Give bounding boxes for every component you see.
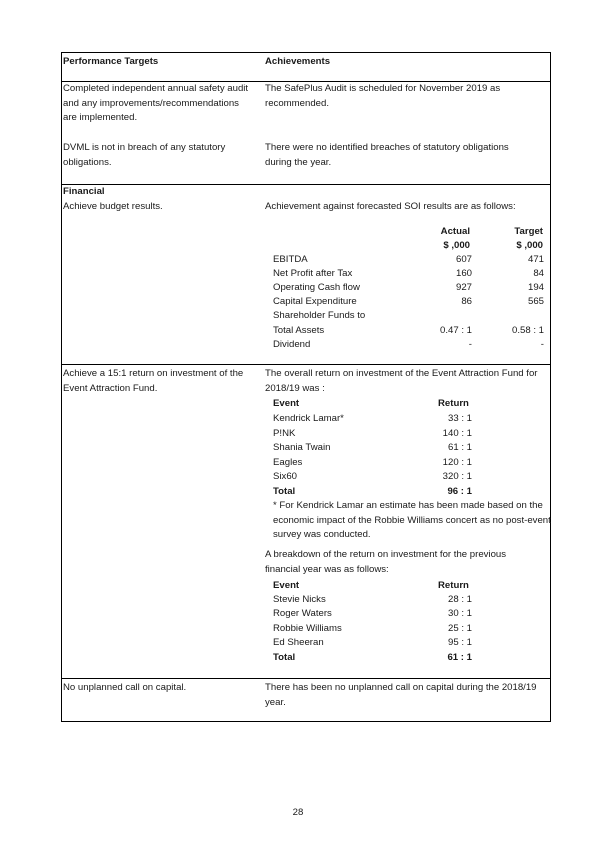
prev-event: Roger Waters <box>273 608 332 619</box>
soi-row-target: 84 <box>533 268 544 279</box>
roi-divider <box>61 364 551 365</box>
soi-row-actual: - <box>468 339 472 350</box>
prev-col-event: Event <box>273 580 300 591</box>
prev-total-label: Total <box>273 652 296 663</box>
soi-row-label: Dividend <box>273 339 311 350</box>
soi-row-actual: 160 <box>455 268 472 279</box>
roi-return: 61 : 1 <box>447 442 472 453</box>
soi-row-actual: 86 <box>461 296 472 307</box>
budget-target: Achieve budget results. <box>63 201 163 212</box>
roi-col-event: Event <box>273 398 300 409</box>
roi-total-label: Total <box>273 486 296 497</box>
soi-row-target: 471 <box>527 254 544 265</box>
capital-divider <box>61 678 551 679</box>
financial-divider <box>61 184 551 185</box>
header-performance-targets: Performance Targets <box>63 56 159 67</box>
col-target-unit: $ ,000 <box>516 240 543 251</box>
prev-total-value: 61 : 1 <box>447 652 472 663</box>
soi-row-target: 0.58 : 1 <box>511 325 544 336</box>
roi-event: Six60 <box>273 471 297 482</box>
roi-return: 120 : 1 <box>442 457 472 468</box>
soi-row-target: 194 <box>527 282 544 293</box>
roi-return: 33 : 1 <box>447 413 472 424</box>
soi-row-label: Operating Cash flow <box>273 282 360 293</box>
soi-intro: Achievement against forecasted SOI results are as follows: <box>265 201 516 212</box>
financial-heading: Financial <box>63 186 105 197</box>
soi-row-label: EBITDA <box>273 254 308 265</box>
prev-col-return: Return <box>438 580 469 591</box>
soi-row-label: Capital Expenditure <box>273 296 357 307</box>
roi-event: Kendrick Lamar* <box>273 413 344 424</box>
prev-return: 25 : 1 <box>447 623 472 634</box>
roi-col-return: Return <box>438 398 469 409</box>
prev-return: 95 : 1 <box>447 637 472 648</box>
roi-return: 140 : 1 <box>442 428 472 439</box>
roi-total-value: 96 : 1 <box>447 486 472 497</box>
soi-row-target: 565 <box>527 296 544 307</box>
statutory-target: DVML is not in breach of any statutory obligations. <box>63 142 226 168</box>
soi-row-label: Shareholder Funds to <box>273 310 366 321</box>
page-number: 28 <box>292 807 304 818</box>
soi-row-label: Total Assets <box>273 325 325 336</box>
capital-target: No unplanned call on capital. <box>63 682 187 693</box>
soi-row-actual: 927 <box>455 282 472 293</box>
prev-return: 28 : 1 <box>447 594 472 605</box>
soi-row-target: - <box>540 339 544 350</box>
statutory-achievement: There were no identified breaches of statutory obligations during the year. <box>265 142 509 168</box>
safety-audit-achievement: The SafePlus Audit is scheduled for November 2019 as recommended. <box>265 83 501 109</box>
roi-event: Eagles <box>273 457 303 468</box>
prev-roi-intro: A breakdown of the return on investment for the previous financial year was as follows: <box>265 549 507 575</box>
capital-achievement: There has been no unplanned call on capital during the 2018/19 year. <box>265 682 537 708</box>
prev-event: Robbie Williams <box>273 623 342 634</box>
roi-target: Achieve a 15:1 return on investment of the Event Attraction Fund. <box>63 368 244 394</box>
roi-intro: The overall return on investment of the Event Attraction Fund for 2018/19 was : <box>265 368 538 394</box>
roi-event: Shania Twain <box>273 442 331 453</box>
col-actual-unit: $ ,000 <box>443 240 470 251</box>
roi-event: P!NK <box>273 428 296 439</box>
col-actual: Actual <box>440 226 470 237</box>
roi-return: 320 : 1 <box>442 471 472 482</box>
header-achievements: Achievements <box>265 56 331 67</box>
soi-row-actual: 0.47 : 1 <box>439 325 472 336</box>
col-target: Target <box>514 226 543 237</box>
prev-event: Stevie Nicks <box>273 594 326 605</box>
prev-event: Ed Sheeran <box>273 637 324 648</box>
soi-row-actual: 607 <box>455 254 472 265</box>
soi-row-label: Net Profit after Tax <box>273 268 353 279</box>
prev-return: 30 : 1 <box>447 608 472 619</box>
safety-audit-target: Completed independent annual safety audit and any improvements/recommendations are implemented. <box>63 83 249 124</box>
roi-footnote: * For Kendrick Lamar an estimate has been made based on the economic impact of the Robbie Williams concert as no post-event survey was conducted. <box>273 500 551 541</box>
